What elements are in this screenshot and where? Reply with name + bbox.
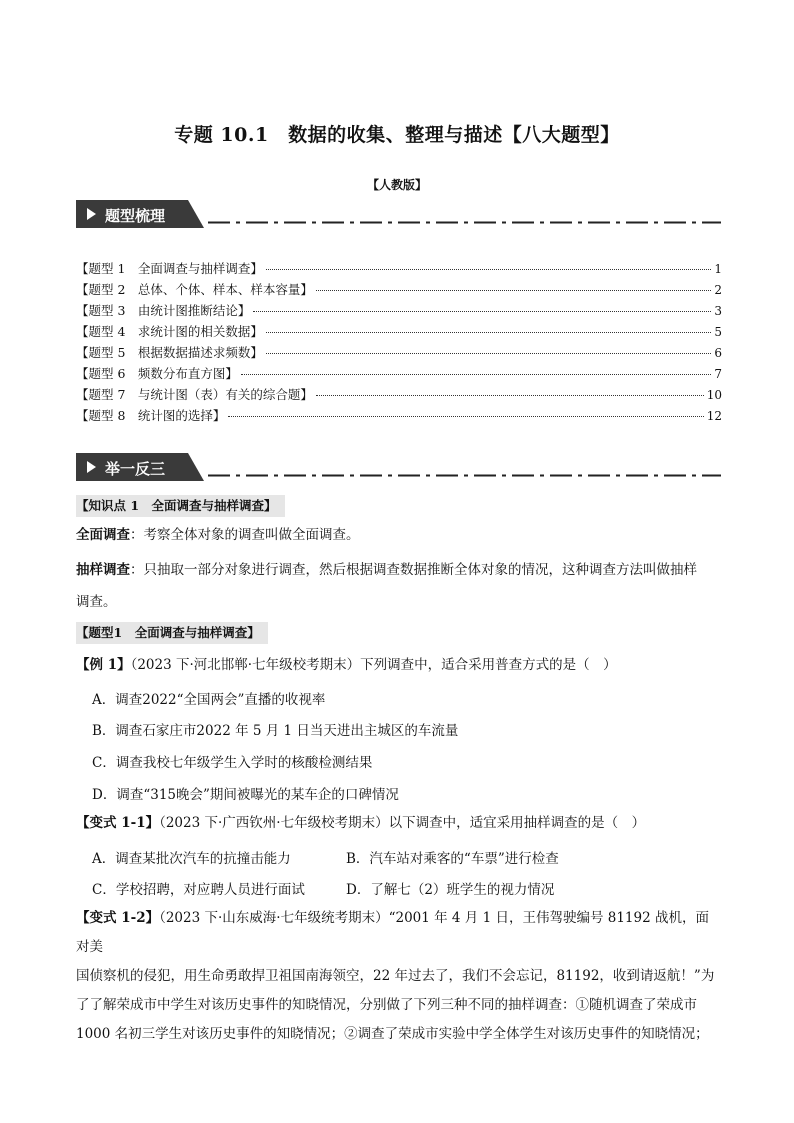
section-title: 举一反三 xyxy=(105,460,166,478)
toc-leader xyxy=(228,416,703,417)
option-c[interactable]: C．调查我校七年级学生入学时的核酸检测结果 xyxy=(92,755,373,771)
option-b[interactable]: B．调查石家庄市2022 年 5 月 1 日当天进出主城区的车流量 xyxy=(92,723,459,739)
toc-entry-label: 【题型 5 根据数据描述求频数】 xyxy=(76,345,263,360)
table-of-contents xyxy=(76,259,722,427)
full-survey-text: ：考察全体对象的调查叫做全面调查。 xyxy=(130,527,360,543)
variant-line-4: 1000 名初三学生对该历史事件的知晓情况；②调查了荣成市实验中学全体学生对该历史事件的知晓情况； xyxy=(76,1026,709,1042)
section-header-toc xyxy=(76,200,721,230)
toc-entry[interactable] xyxy=(76,406,722,427)
toc-leader xyxy=(266,353,711,354)
option-d[interactable]: D．了解七（2）班学生的视力情况 xyxy=(346,882,555,898)
variant-text-1: （2023 下·山东威海·七年级统考期末）“2001 年 4 月 1 日，王伟驾驶编号 81192 战机，面对美 xyxy=(76,910,709,955)
toc-leader xyxy=(316,395,704,396)
option-c[interactable]: C．学校招聘，对应聘人员进行面试 xyxy=(92,882,305,898)
knowledge-point-tag-row xyxy=(76,495,722,517)
toc-entry-page: 10 xyxy=(706,388,722,402)
toc-entry-label: 【题型 7 与统计图（表）有关的综合题】 xyxy=(76,387,313,402)
option-a[interactable]: A．调查2022“全国两会”直播的收视率 xyxy=(92,692,326,708)
play-triangle-icon xyxy=(87,208,96,220)
sample-survey-definition xyxy=(76,555,722,586)
example-text: （2023 下·河北邯郸·七年级校考期末）下列调查中，适合采用普查方式的是（ ） xyxy=(130,657,617,673)
play-triangle-icon xyxy=(87,461,96,473)
dash-dot-divider xyxy=(208,474,721,477)
edition-label: 【人教版】 xyxy=(366,178,427,192)
section-tab xyxy=(76,200,204,228)
option-d[interactable]: D．调查“315晚会”期间被曝光的某车企的口碑情况 xyxy=(92,787,399,803)
toc-leader xyxy=(316,290,711,291)
toc-entry-page: 2 xyxy=(714,283,722,297)
toc-entry-page: 5 xyxy=(714,325,722,339)
variant-lead: 【变式 1-1】 xyxy=(76,815,160,831)
variant-line-3: 了了解荣成市中学生对该历史事件的知晓情况，分别做了下列三种不同的抽样调查：①随机调查了荣成市 xyxy=(76,997,697,1013)
sample-survey-text: ：只抽取一部分对象进行调查，然后根据调查数据推断全体对象的情况，这种调查方法叫做抽样 xyxy=(130,562,697,578)
toc-entry-page: 3 xyxy=(714,304,722,318)
dash-dot-divider xyxy=(208,221,721,224)
sample-survey-definition-cont: 调查。 xyxy=(76,594,117,610)
toc-entry-label: 【题型 1 全面调查与抽样调查】 xyxy=(76,261,263,276)
type-tag-row xyxy=(76,622,722,644)
toc-entry[interactable] xyxy=(76,364,722,385)
toc-entry-page: 1 xyxy=(714,262,722,276)
toc-entry[interactable] xyxy=(76,259,722,280)
option-a[interactable]: A．调查某批次汽车的抗撞击能力 xyxy=(92,851,291,867)
toc-entry-label: 【题型 6 频数分布直方图】 xyxy=(76,366,238,381)
section-title: 题型梳理 xyxy=(105,207,166,225)
knowledge-point-tag: 【知识点 1 全面调查与抽样调查】 xyxy=(76,495,285,517)
toc-entry-label: 【题型 2 总体、个体、样本、样本容量】 xyxy=(76,282,313,297)
toc-entry-label: 【题型 8 统计图的选择】 xyxy=(76,408,226,423)
toc-entry-page: 12 xyxy=(706,409,722,423)
toc-leader xyxy=(266,332,711,333)
toc-leader xyxy=(266,269,711,270)
term-sample-survey: 抽样调查 xyxy=(76,562,130,578)
toc-entry-page: 6 xyxy=(714,346,722,360)
type-tag: 【题型1 全面调查与抽样调查】 xyxy=(76,622,268,644)
toc-entry[interactable] xyxy=(76,280,722,301)
toc-entry[interactable] xyxy=(76,322,722,343)
toc-leader xyxy=(241,374,711,375)
toc-entry[interactable] xyxy=(76,301,722,322)
document-title: 专题 10.1 数据的收集、整理与描述【八大题型】 xyxy=(174,124,620,146)
full-survey-definition xyxy=(76,520,722,551)
variant-question xyxy=(76,808,722,839)
variant-text: （2023 下·广西钦州·七年级校考期末）以下调查中，适宜采用抽样调查的是（ ） xyxy=(159,815,646,831)
toc-leader xyxy=(253,311,711,312)
section-tab xyxy=(76,453,204,481)
variant-question-long xyxy=(76,904,722,1049)
toc-entry-label: 【题型 4 求统计图的相关数据】 xyxy=(76,324,263,339)
option-b[interactable]: B．汽车站对乘客的“车票”进行检查 xyxy=(346,851,559,867)
variant-line-2: 国侦察机的侵犯，用生命勇敢捍卫祖国南海领空，22 年过去了，我们不会忘记，81192，收到请返航！”为 xyxy=(76,968,715,984)
toc-entry[interactable] xyxy=(76,343,722,364)
toc-entry[interactable] xyxy=(76,385,722,406)
term-full-survey: 全面调查 xyxy=(76,527,130,543)
example-lead: 【例 1】 xyxy=(76,657,131,673)
example-question xyxy=(76,650,722,681)
toc-entry-page: 7 xyxy=(714,367,722,381)
variant-line-1 xyxy=(76,904,722,962)
toc-entry-label: 【题型 3 由统计图推断结论】 xyxy=(76,303,251,318)
section-header-practice xyxy=(76,453,721,483)
variant-lead: 【变式 1-2】 xyxy=(76,910,160,926)
